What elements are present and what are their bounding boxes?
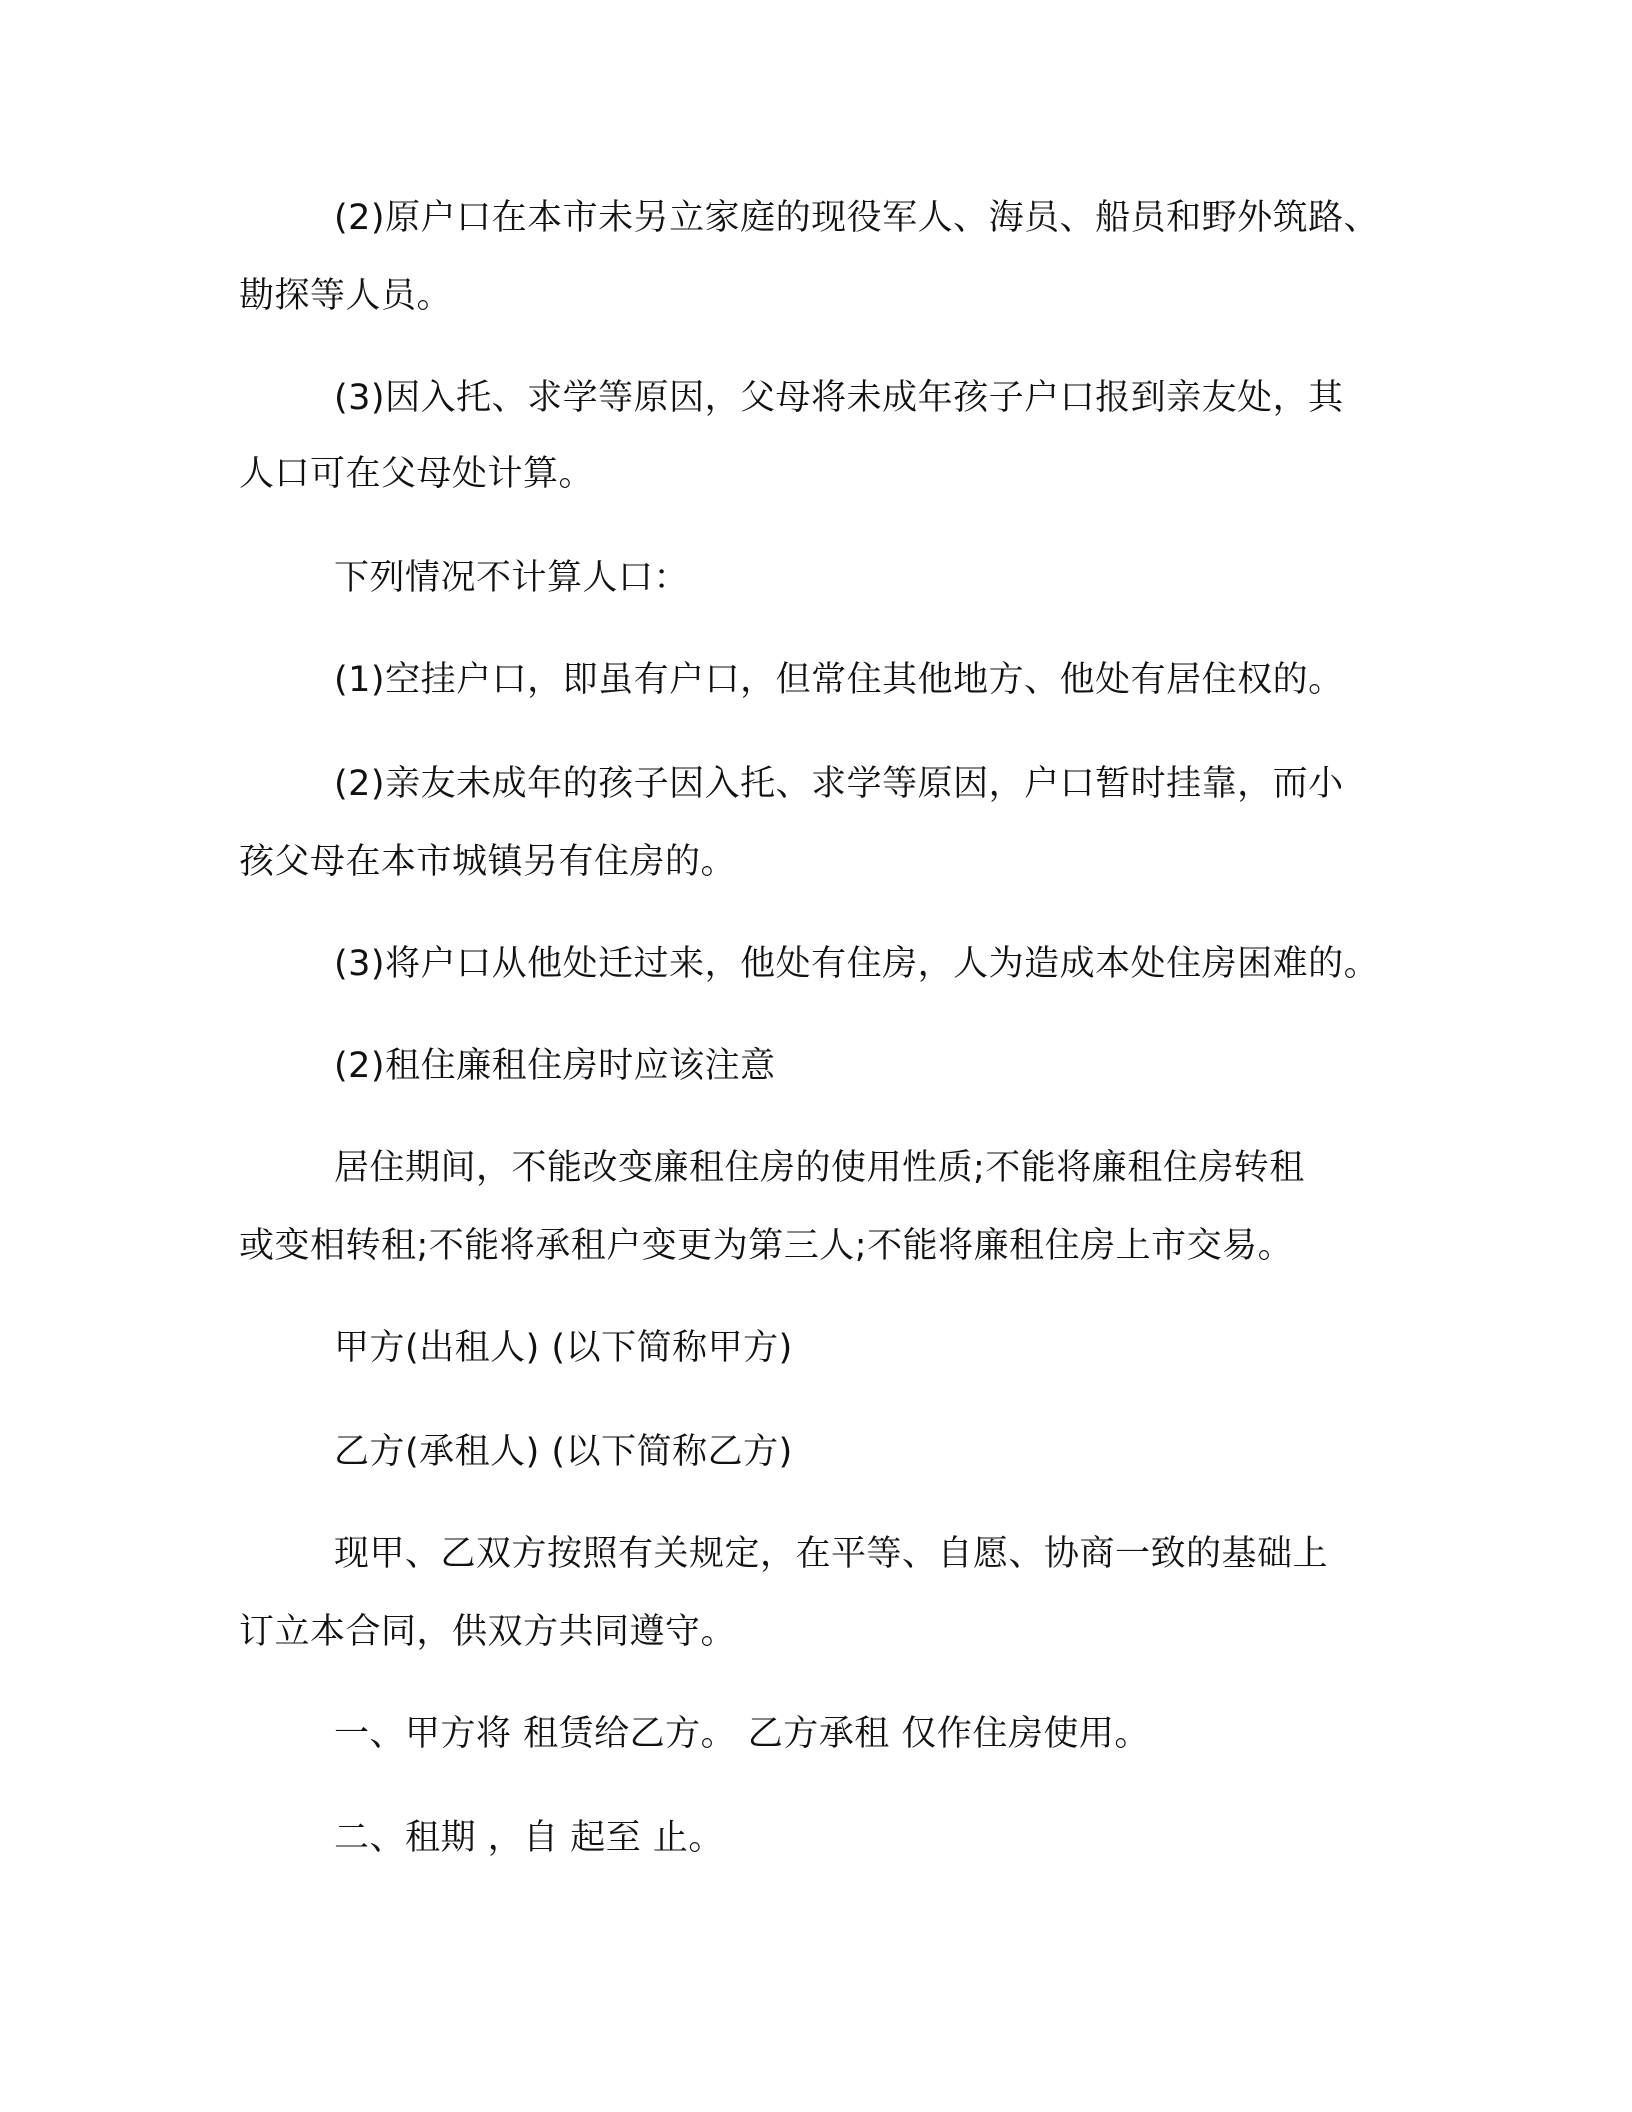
paragraph-line: 或变相转租;不能将承租户变更为第三人;不能将廉租住房上市交易。 [239,1226,1294,1266]
paragraph-line: (3)将户口从他处迁过来，他处有住房，人为造成本处住房困难的。 [334,944,1380,984]
paragraph-line: 勘探等人员。 [239,276,453,316]
paragraph-line: (2)原户口在本市未另立家庭的现役军人、海员、船员和野外筑路、 [334,198,1380,238]
paragraph-line: 一、甲方将 租赁给乙方。 乙方承租 仅作住房使用。 [334,1714,1150,1754]
paragraph-line: (3)因入托、求学等原因，父母将未成年孩子户口报到亲友处，其 [334,378,1344,418]
paragraph-line: 人口可在父母处计算。 [239,454,595,494]
paragraph-line: 二、租期 ，自 起至 止。 [334,1818,724,1858]
paragraph-line: 乙方(承租人) (以下简称乙方) [334,1432,793,1472]
paragraph-line: 孩父母在本市城镇另有住房的。 [239,842,737,882]
paragraph-line: (2)亲友未成年的孩子因入托、求学等原因，户口暂时挂靠，而小 [334,764,1344,804]
paragraph-line: 下列情况不计算人口： [334,558,690,598]
paragraph-line: 现甲、乙双方按照有关规定，在平等、自愿、协商一致的基础上 [334,1534,1329,1574]
paragraph-line: 甲方(出租人) (以下简称甲方) [334,1328,793,1368]
paragraph-line: (1)空挂户口，即虽有户口，但常住其他地方、他处有居住权的。 [334,660,1344,700]
paragraph-line: 居住期间，不能改变廉租住房的使用性质;不能将廉租住房转租 [334,1148,1305,1188]
paragraph-line: 订立本合同，供双方共同遵守。 [239,1612,737,1652]
paragraph-line: (2)租住廉租住房时应该注意 [334,1046,776,1086]
